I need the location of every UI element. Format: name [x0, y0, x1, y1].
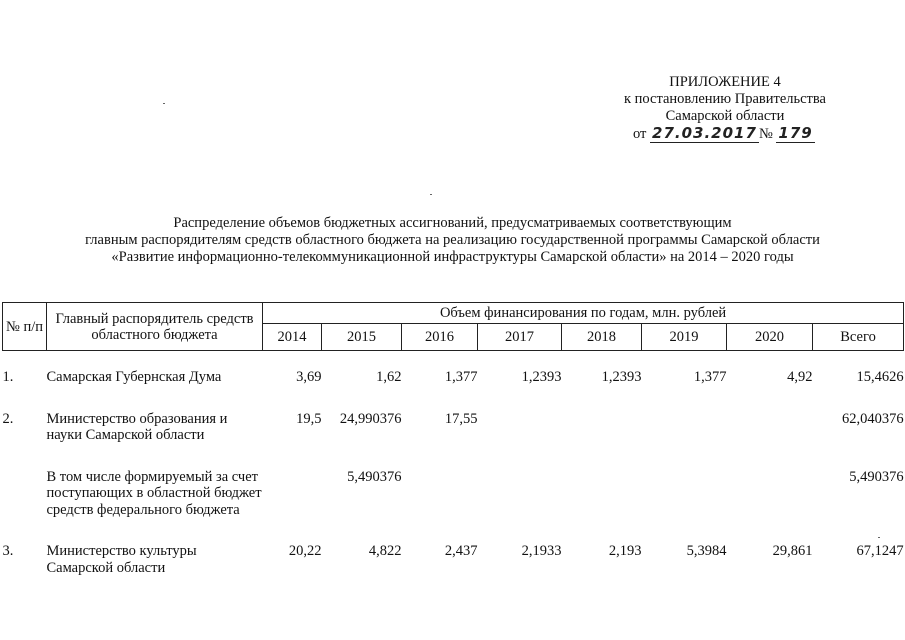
handwritten-date: 27.03.2017 — [652, 124, 757, 142]
cell-value: 2,437 — [444, 543, 478, 559]
header-year: 2018 — [562, 324, 642, 351]
table-row — [3, 469, 904, 519]
document-title — [20, 215, 885, 266]
cell-value: 20,22 — [288, 543, 322, 559]
cell-value — [642, 411, 727, 444]
header-year: 2016 — [402, 324, 478, 351]
cell-value: 1,2393 — [601, 369, 642, 385]
cell-value: 17,55 — [444, 410, 478, 427]
appendix-title: ПРИЛОЖЕНИЕ 4 — [669, 74, 781, 90]
row-num: 2. — [2, 410, 14, 427]
row-name: В том числе формируемый за счет поступающих в областной бюджет средств федерального бюджета — [46, 468, 262, 518]
cell-value — [642, 469, 727, 519]
cell-total: 62,040376 — [841, 410, 904, 427]
table-row — [3, 369, 904, 386]
title-line-3: «Развитие информационно-телекоммуникационной инфраструктуры Самарской области» на 2014 – 2020 годы — [111, 249, 794, 265]
cell-value — [727, 411, 813, 444]
row-num: 3. — [2, 543, 14, 559]
cell-value: 4,822 — [368, 543, 402, 559]
table-row — [3, 543, 904, 576]
cell-value — [562, 469, 642, 519]
header-total: Всего — [813, 324, 904, 351]
cell-value: 1,377 — [693, 369, 727, 385]
header-name: Главный распорядитель средств областного бюджета — [47, 303, 263, 351]
cell-total: 5,490376 — [849, 468, 904, 485]
cell-value — [402, 469, 478, 519]
appendix-block — [560, 74, 890, 143]
row-num — [3, 469, 47, 519]
cell-value: 19,5 — [296, 410, 322, 427]
cell-value: 5,490376 — [347, 468, 402, 485]
cell-total: 15,4626 — [856, 369, 904, 385]
header-financing: Объем финансирования по годам, млн. рублей — [263, 303, 904, 324]
cell-value: 2,193 — [608, 543, 642, 559]
header-year: 2020 — [727, 324, 813, 351]
cell-value: 1,377 — [444, 369, 478, 385]
cell-value — [478, 469, 562, 519]
row-name: Министерство образования и науки Самарской области — [46, 410, 228, 443]
cell-value: 29,861 — [772, 543, 813, 559]
scan-speck — [430, 194, 432, 195]
header-year: 2014 — [263, 324, 322, 351]
table-row — [3, 411, 904, 444]
appendix-line-1: к постановлению Правительства — [624, 91, 826, 107]
date-prefix: от — [633, 126, 647, 142]
budget-table — [2, 302, 904, 576]
cell-value: 5,3984 — [686, 543, 727, 559]
handwritten-number: 179 — [778, 124, 813, 142]
row-name: Министерство культуры Самарской области — [46, 543, 197, 576]
number-prefix: № — [758, 126, 773, 142]
cell-value: 4,92 — [787, 369, 813, 385]
cell-value: 3,69 — [296, 369, 322, 385]
header-year: 2015 — [322, 324, 402, 351]
cell-value — [478, 411, 562, 444]
cell-value: 2,1933 — [521, 543, 562, 559]
cell-value — [263, 469, 322, 519]
cell-value — [562, 411, 642, 444]
row-name: Самарская Губернская Дума — [46, 369, 222, 385]
cell-value — [727, 469, 813, 519]
scan-speck — [163, 103, 165, 104]
row-num: 1. — [2, 369, 14, 385]
appendix-line-2: Самарской области — [665, 108, 785, 124]
header-year: 2017 — [478, 324, 562, 351]
header-num: № п/п — [3, 303, 47, 351]
title-line-1: Распределение объемов бюджетных ассигнований, предусматриваемых соответствующим — [173, 215, 732, 231]
cell-value: 1,2393 — [521, 369, 562, 385]
cell-value: 24,990376 — [339, 410, 402, 427]
cell-value: 1,62 — [376, 369, 402, 385]
appendix-date-line — [560, 125, 890, 143]
cell-total: 67,1247 — [856, 543, 904, 559]
title-line-2: главным распорядителям средств областного бюджета на реализацию государственной программы Самарской области — [85, 232, 820, 248]
header-year: 2019 — [642, 324, 727, 351]
